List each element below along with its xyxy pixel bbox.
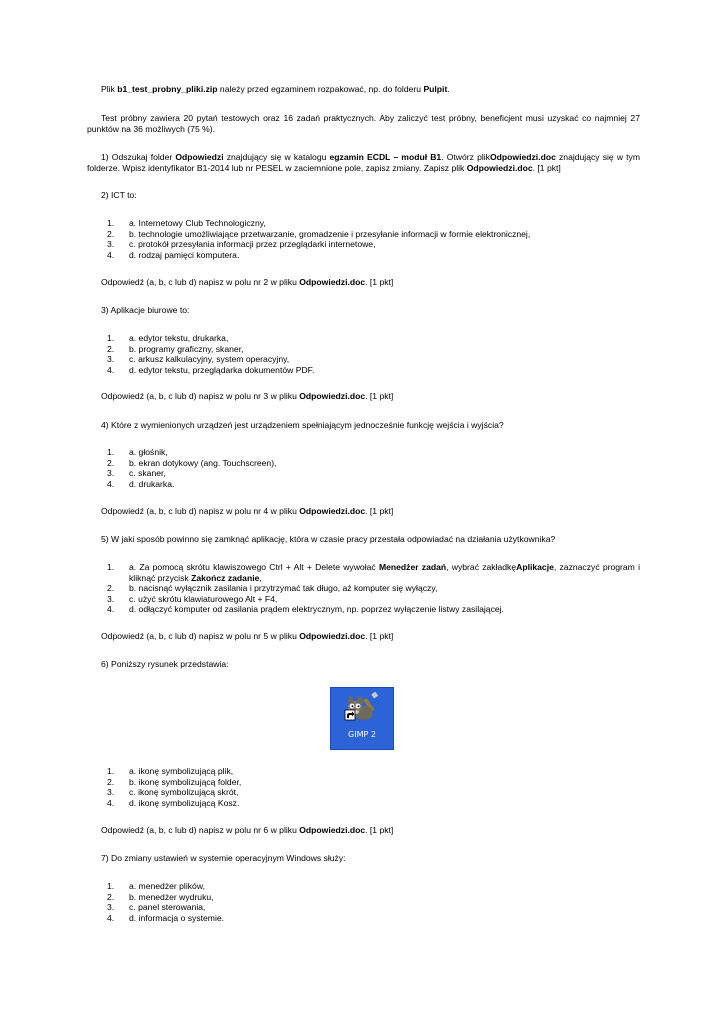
list-item: 1. a. Internetowy Club Technologiczny,: [107, 218, 266, 228]
question-1: 1) Odszukaj folder Odpowiedzi znajdujący się w katalogu egzamin ECDL – moduł B1. Otwórz plikOdpowiedzi.doc znajdujący się w tym folderze. Wpisz identyfikator B1-2014 lub nr PESEL w zaciemnione pole, zapisz zmiany. Zapisz plik Odpowiedzi.doc. [1 pkt]: [87, 152, 641, 173]
list-item: 2. b. technologie umożliwiające przetwarzanie, gromadzenie i przesyłanie informacji w formie elektronicznej,: [107, 228, 531, 239]
question-7-title: 7) Do zmiany ustawień w systemie operacyjnym Windows służy:: [101, 853, 346, 863]
list-item: 3. c. panel sterowania,: [107, 902, 206, 912]
gimp-mascot-icon: [331, 688, 393, 749]
question-4-title: 4) Które z wymienionych urządzeń jest urządzeniem spełniającym jednocześnie funkcję wejścia i wyjścia?: [101, 420, 504, 430]
list-item: 4. d. informacja o systemie.: [107, 912, 225, 923]
answer-note-4: Odpowiedź (a, b, c lub d) napisz w polu nr 4 w pliku Odpowiedzi.doc. [1 pkt]: [101, 506, 394, 516]
list-item: 2. b. menedżer wydruku,: [107, 891, 214, 902]
list-item: 3. c. użyć skrótu klawiaturowego Alt + F4,: [107, 593, 278, 604]
question-5-options: [87, 562, 640, 615]
question-7-options: [87, 881, 640, 923]
question-6-options: [87, 766, 640, 808]
list-item: 4. d. odłączyć komputer od zasilania prądem elektrycznym, np. poprzez wyłączenie listwy zasilającej.: [107, 604, 504, 614]
list-item: 4. d. drukarka.: [107, 478, 175, 489]
list-item: 4. d. ikonę symbolizującą Kosz.: [107, 797, 240, 808]
answer-note-6: Odpowiedź (a, b, c lub d) napisz w polu nr 6 w pliku Odpowiedzi.doc. [1 pkt]: [101, 825, 394, 835]
list-item: 2. b. programy graficzny, skaner,: [107, 343, 244, 354]
list-item: 4. d. rodzaj pamięci komputera.: [107, 249, 240, 260]
list-item: 2. b. nacisnąć wyłącznik zasilania i przytrzymać tak długo, aż komputer się wyłączy,: [107, 583, 438, 593]
question-3-title: 3) Aplikacje biurowe to:: [101, 305, 190, 315]
answer-note-2: Odpowiedź (a, b, c lub d) napisz w polu nr 2 w pliku Odpowiedzi.doc. [1 pkt]: [101, 277, 394, 287]
list-item: 2. b. ikonę symbolizującą folder,: [107, 776, 242, 787]
list-item: 1. a. menedżer plików,: [107, 881, 205, 891]
question-4-options: [87, 447, 640, 489]
intro-paragraph-1: Plik b1_test_probny_pliki.zip należy przed egzaminem rozpakować, np. do folderu Pulpit.: [101, 84, 450, 94]
list-item: 3. c. arkusz kalkulacyjny, system operacyjny,: [107, 354, 290, 364]
question-2-options: [87, 218, 640, 260]
list-item: 1. a. ikonę symbolizującą plik,: [107, 766, 234, 776]
intro-paragraph-2: Test próbny zawiera 20 pytań testowych oraz 16 zadań praktycznych. Aby zaliczyć test próbny, beneficjent musi uzyskać co najmniej 27 punktów na 36 możliwych (75 %).: [87, 113, 640, 134]
list-item: 2. b. ekran dotykowy (ang. Touchscreen),: [107, 457, 277, 468]
list-item: 1. a. edytor tekstu, drukarka,: [107, 333, 229, 343]
list-item: 1. a. głośnik,: [107, 447, 168, 457]
answer-note-3: Odpowiedź (a, b, c lub d) napisz w polu nr 3 w pliku Odpowiedzi.doc. [1 pkt]: [101, 391, 394, 401]
list-item: 4. d. edytor tekstu, przeglądarka dokumentów PDF.: [107, 364, 315, 375]
question-6-title: 6) Poniższy rysunek przedstawia:: [101, 659, 229, 669]
list-item: 1. a. Za pomocą skrótu klawiszowego Ctrl + Alt + Delete wywołać Menedżer zadań, wybrać zakładkęAplikacje, zaznaczyć program i kliknąć przycisk Zakończ zadanie,: [107, 562, 640, 583]
gimp-shortcut-icon: [330, 687, 394, 750]
question-2-title: 2) ICT to:: [101, 190, 137, 200]
question-3-options: [87, 333, 640, 375]
icon-label: GIMP 2: [348, 730, 376, 739]
list-item: 3. c. ikonę symbolizującą skrót,: [107, 787, 239, 797]
question-5-title: 5) W jaki sposób powinno się zamknąć aplikację, która w czasie pracy przestała odpowiadać na działania użytkownika?: [101, 534, 556, 544]
answer-note-5: Odpowiedź (a, b, c lub d) napisz w polu nr 5 w pliku Odpowiedzi.doc. [1 pkt]: [101, 631, 394, 641]
list-item: 3. c. protokół przesyłania informacji przez przeglądarki internetowe,: [107, 239, 376, 249]
list-item: 3. c. skaner,: [107, 468, 166, 478]
